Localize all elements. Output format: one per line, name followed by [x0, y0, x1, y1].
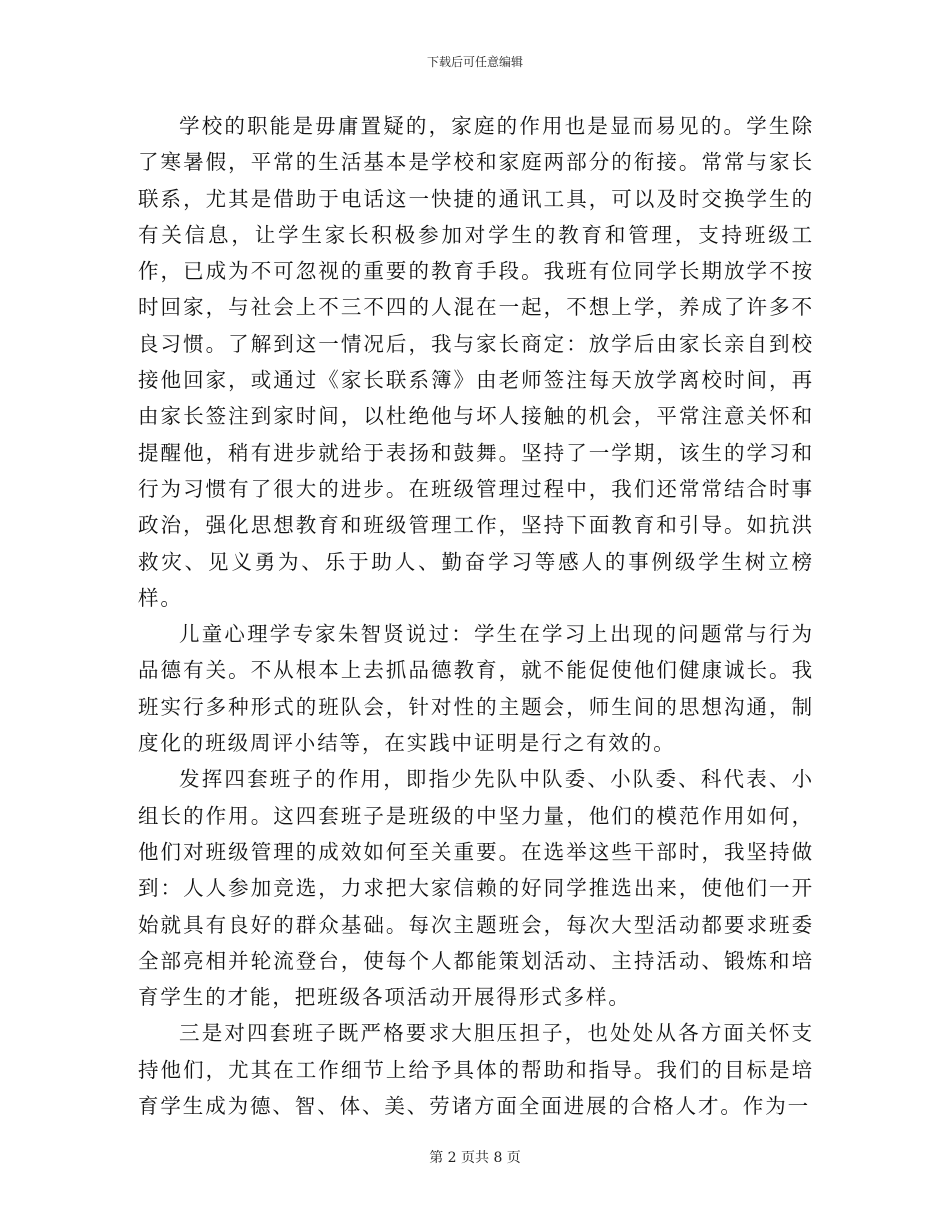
paragraph-1: 学校的职能是毋庸置疑的，家庭的作用也是显而易见的。学生除了寒暑假，平常的生活基本是学校和家庭两部分的衔接。常常与家长联系，尤其是借助于电话这一快捷的通讯工具，可以及时交换学生的有关信息，让学生家长积极参加对学生的教育和管理，支持班级工作，已成为不可忽视的重要的教育手段。我班有位同学长期放学不按时回家，与社会上不三不四的人混在一起，不想上学，养成了许多不良习惯。了解到这一情况后，我与家长商定：放学后由家长亲自到校接他回家，或通过《家长联系簿》由老师签注每天放学离校时间，再由家长签注到家时间，以杜绝他与坏人接触的机会，平常注意关怀和提醒他，稍有进步就给于表扬和鼓舞。坚持了一学期，该生的学习和行为习惯有了很大的进步。在班级管理过程中，我们还常常结合时事政治，强化思想教育和班级管理工作，坚持下面教育和引导。如抗洪救灾、见义勇为、乐于助人、勤奋学习等感人的事例级学生树立榜样。 [138, 114, 814, 610]
page-number-footer: 第 2 页共 8 页 [429, 1150, 521, 1166]
paragraph-4: 三是对四套班子既严格要求大胆压担子，也处处从各方面关怀支持他们，尤其在工作细节上给予具体的帮助和指导。我们的目标是培育学生成为德、智、体、美、劳诸方面全面进展的合格人才。作为一 [138, 1021, 814, 1119]
page-header: 下载后可任意编辑 [426, 55, 523, 69]
paragraph-3: 发挥四套班子的作用，即指少先队中队委、小队委、科代表、小组长的作用。这四套班子是班级的中坚力量，他们的模范作用如何，他们对班级管理的成效如何至关重要。在选举这些干部时，我坚持做到：人人参加竞选，力求把大家信赖的好同学推选出来，使他们一开始就具有良好的群众基础。每次主题班会，每次大型活动都要求班委全部亮相并轮流登台，使每个人都能策划活动、主持活动、锻炼和培育学生的才能，把班级各项活动开展得形式多样。 [138, 767, 814, 1010]
document-body [138, 108, 814, 1124]
paragraph-2: 儿童心理学专家朱智贤说过：学生在学习上出现的问题常与行为品德有关。不从根本上去抓品德教育，就不能促使他们健康诚长。我班实行多种形式的班队会，针对性的主题会，师生间的思想沟通，制度化的班级周评小结等，在实践中证明是行之有效的。 [138, 622, 814, 756]
